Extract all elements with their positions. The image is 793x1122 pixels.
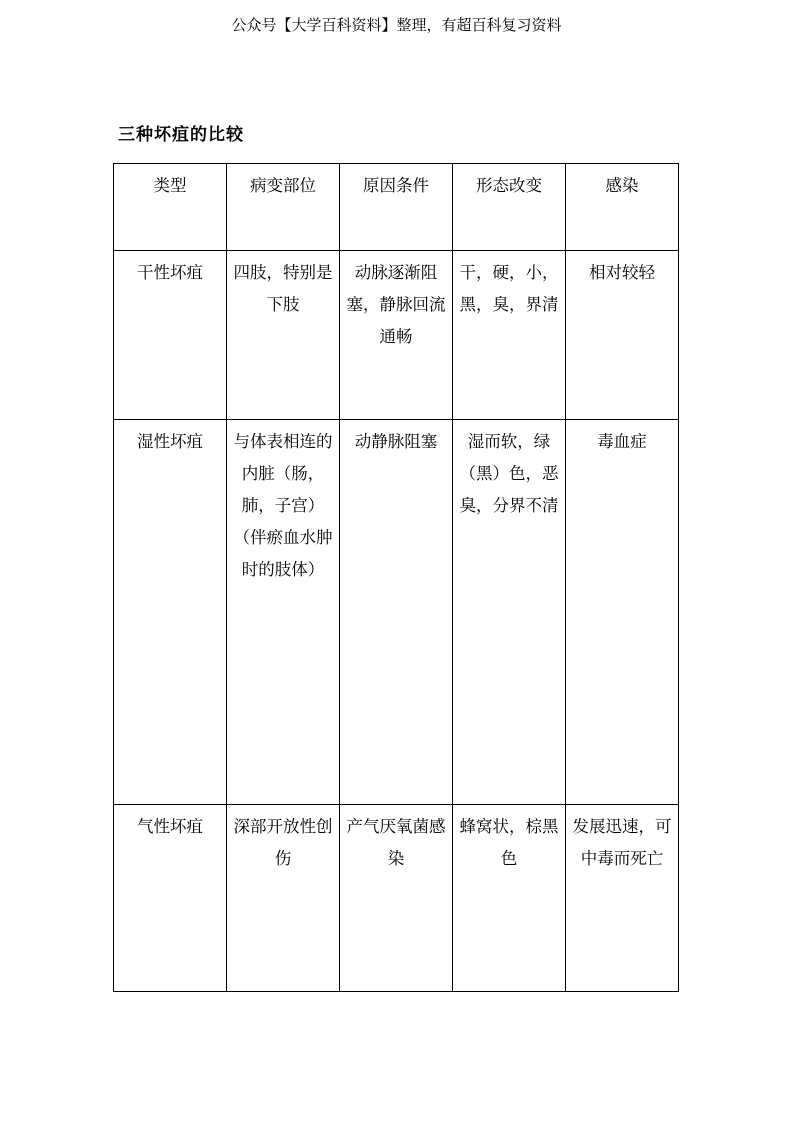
- cell-type: [114, 420, 227, 805]
- cell-text: 产气厌氧菌感染: [346, 817, 446, 868]
- page-title: 三种坏疽的比较: [118, 125, 244, 144]
- column-header-morphology: [453, 164, 566, 251]
- cell-morphology: [453, 420, 566, 805]
- cell-cause: [340, 805, 453, 992]
- cell-site: [227, 251, 340, 420]
- cell-text: 深部开放性创伤: [233, 817, 333, 868]
- cell-text: 与体表相连的内脏（肠，肺，子宫）（伴瘀血水肿时的肢体）: [233, 432, 333, 579]
- cell-text: 发展迅速，可中毒而死亡: [572, 817, 672, 868]
- cell-text: 感染: [605, 176, 639, 195]
- cell-text: 干性坏疽: [137, 263, 203, 282]
- table-header-row: [114, 164, 679, 251]
- column-header-infection: [566, 164, 679, 251]
- cell-type: [114, 805, 227, 992]
- cell-text: 动静脉阻塞: [354, 432, 438, 451]
- column-header-site: [227, 164, 340, 251]
- cell-site: [227, 420, 340, 805]
- cell-infection: [566, 805, 679, 992]
- cell-text: 干，硬，小，黑，臭，界清: [459, 263, 559, 314]
- cell-text: 毒血症: [597, 432, 647, 451]
- column-header-type: [114, 164, 227, 251]
- cell-cause: [340, 420, 453, 805]
- cell-text: 相对较轻: [589, 263, 655, 282]
- header-note: 公众号【大学百科资料】整理，有超百科复习资料: [231, 18, 562, 34]
- cell-text: 动脉逐渐阻塞，静脉回流通畅: [346, 263, 446, 346]
- comparison-table: [113, 163, 679, 992]
- cell-text: 类型: [153, 176, 187, 195]
- cell-cause: [340, 251, 453, 420]
- cell-infection: [566, 251, 679, 420]
- cell-morphology: [453, 805, 566, 992]
- table-row: [114, 251, 679, 420]
- cell-text: 原因条件: [363, 176, 429, 195]
- cell-text: 形态改变: [476, 176, 542, 195]
- cell-morphology: [453, 251, 566, 420]
- table-row: [114, 420, 679, 805]
- cell-text: 病变部位: [250, 176, 316, 195]
- cell-text: 蜂窝状，棕黑色: [459, 817, 559, 868]
- table-row: [114, 805, 679, 992]
- cell-text: 湿而软，绿（黑）色，恶臭，分界不清: [459, 432, 559, 515]
- cell-type: [114, 251, 227, 420]
- cell-infection: [566, 420, 679, 805]
- cell-site: [227, 805, 340, 992]
- column-header-cause: [340, 164, 453, 251]
- cell-text: 四肢，特别是下肢: [233, 263, 333, 314]
- cell-text: 气性坏疽: [137, 817, 203, 836]
- cell-text: 湿性坏疽: [137, 432, 203, 451]
